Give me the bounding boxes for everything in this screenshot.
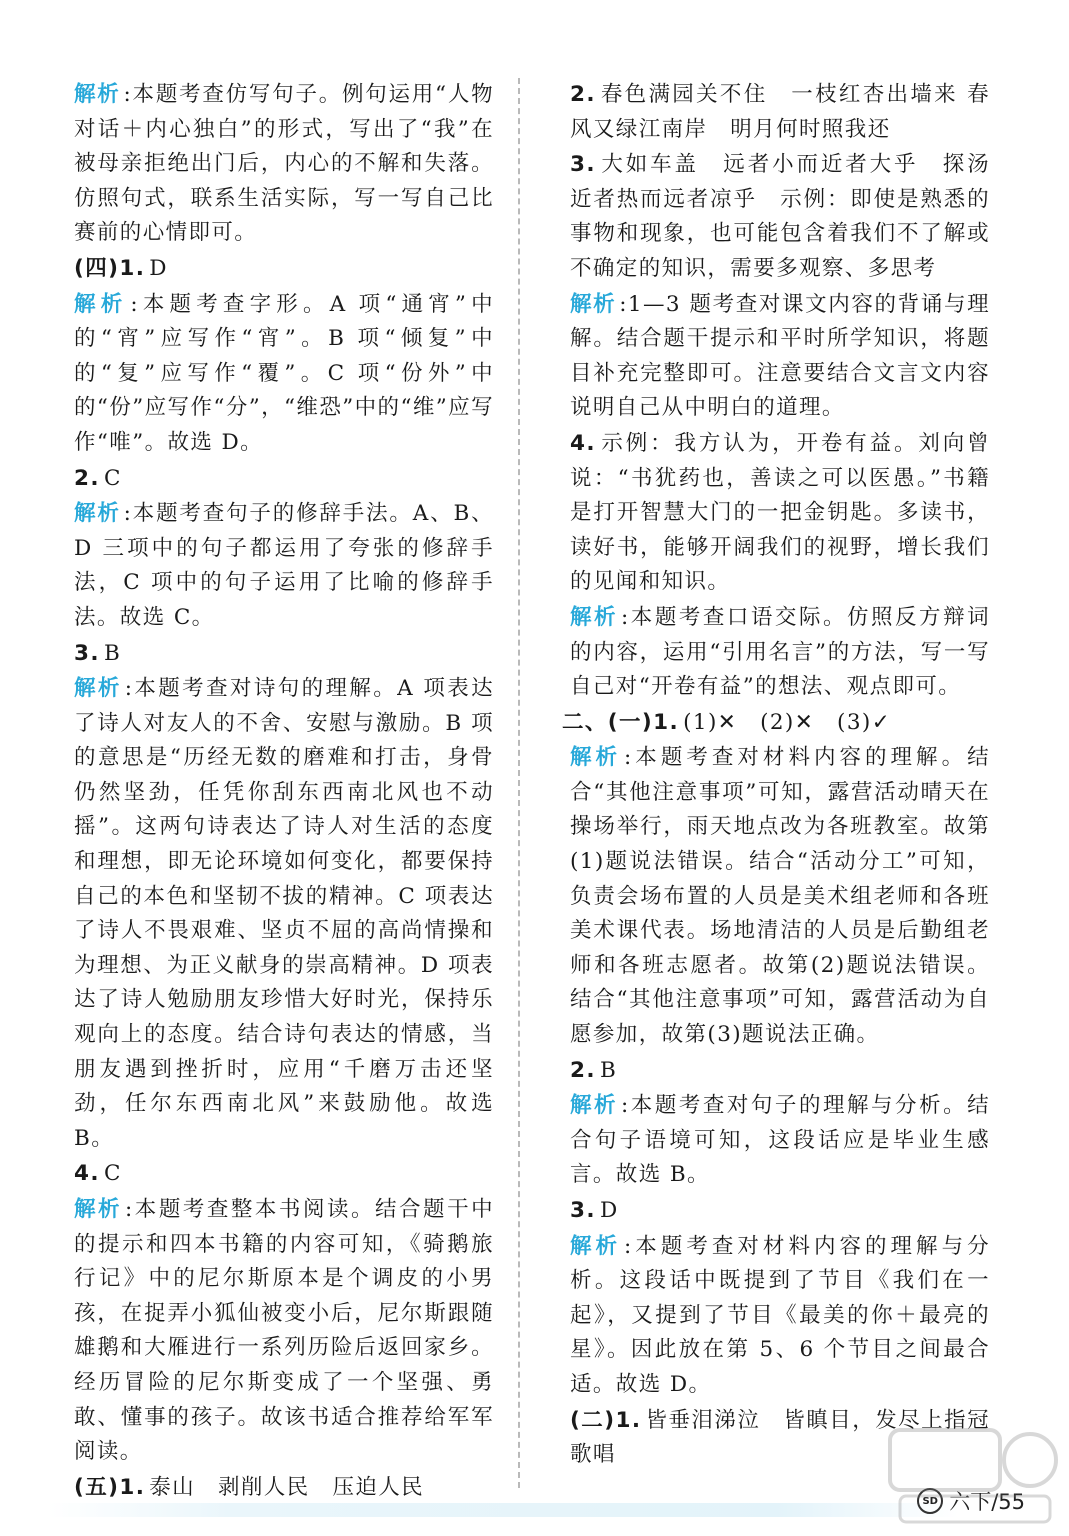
analysis-paragraph [570, 601, 990, 705]
answer-line [570, 148, 990, 286]
question-number: 2. [570, 82, 596, 107]
analysis-label: 解析 [74, 1197, 123, 1222]
paragraph-text: B [103, 640, 122, 666]
answer-line [570, 78, 990, 147]
question-number: (二)1. [570, 1407, 642, 1433]
answer-line [74, 252, 494, 287]
question-number: 3. [570, 152, 596, 178]
left-column [74, 78, 494, 1506]
paragraph-text: 春色满园关不住 一枝红杏出墙来 春风又绿江南岸 明月何时照我还 [570, 82, 990, 142]
watermark-stamp [880, 1410, 1060, 1530]
analysis-label: 解析 [570, 1093, 619, 1119]
analysis-label: 解析 [570, 1233, 622, 1259]
analysis-paragraph [74, 672, 494, 1156]
question-number: 4. [570, 430, 596, 456]
analysis-paragraph [74, 78, 494, 251]
analysis-paragraph [570, 1230, 990, 1403]
analysis-paragraph [570, 741, 990, 1052]
answer-line [562, 706, 990, 741]
answer-line [74, 462, 494, 497]
paragraph-text: 泰山 剥削人民 压迫人民 [149, 1474, 425, 1500]
analysis-paragraph [74, 1193, 494, 1470]
question-number: 2. [74, 465, 100, 491]
analysis-label: 解析 [74, 676, 122, 702]
page-number: 六下/55 [949, 1490, 1025, 1514]
paragraph-text: C [103, 1161, 122, 1187]
paragraph-text: :本题考查整本书阅读。结合题干中的提示和四本书籍的内容可知，《骑鹅旅行记》中的尼尔斯原本是个调皮的小男孩，在捉弄小狐仙被变小后，尼尔斯跟随雄鹅和大雁进行一系列历险后返回家乡。经历冒险的尼尔斯变成了一个坚强、勇敢、懂事的孩子。故该书适合推荐给军军阅读。 [74, 1197, 494, 1465]
analysis-label: 解析 [74, 501, 121, 527]
paragraph-text: 示例：我方认为，开卷有益。刘向曾说：“书犹药也，善读之可以医愚。”书籍是打开智慧大门的一把金钥匙。多读书，读好书，能够开阔我们的视野，增长我们的见闻和知识。 [570, 430, 990, 595]
analysis-label: 解析 [570, 745, 622, 771]
answer-line [570, 1054, 990, 1089]
answer-line [74, 1157, 494, 1192]
paragraph-text: D [599, 1198, 619, 1223]
analysis-label: 解析 [570, 604, 619, 630]
question-number: (四)1. [74, 255, 146, 281]
analysis-paragraph [570, 288, 990, 426]
answer-line [74, 1471, 494, 1506]
answer-line [570, 1194, 990, 1229]
paragraph-text: :本题考查仿写句子。例句运用“人物对话＋内心独白”的形式，写出了“我”在被母亲拒绝出门后，内心的不解和失落。仿照句式，联系生活实际，写一写自己比赛前的心情即可。 [74, 82, 494, 246]
answer-line [74, 637, 494, 672]
question-number: 3. [570, 1198, 596, 1223]
paragraph-text: C [103, 465, 122, 491]
question-number: 3. [74, 640, 100, 666]
column-divider [518, 78, 520, 1488]
bottom-band [48, 1503, 959, 1517]
question-number: 2. [570, 1057, 596, 1083]
paragraph-text: 皆垂泪涕泣 皆瞋目，发尽上指冠 歌唱 [570, 1407, 990, 1468]
analysis-paragraph [570, 1089, 990, 1193]
analysis-label: 解析 [570, 291, 617, 317]
analysis-label: 解析 [74, 82, 121, 107]
paragraph-text: :本题考查句子的修辞手法。A、B、D 三项中的句子都运用了夸张的修辞手法，C 项中的句子运用了比喻的修辞手法。故选 C。 [74, 501, 494, 630]
question-number: 二、(一)1. [562, 709, 680, 735]
analysis-paragraph [74, 288, 494, 461]
paragraph-text: B [599, 1057, 618, 1083]
analysis-label: 解析 [74, 291, 128, 317]
paragraph-text: :本题考查对材料内容的理解与分析。这段话中既提到了节目《我们在一起》，又提到了节目《最美的你＋最亮的星》。因此放在第 5、6 个节目之间最合适。故选 D。 [570, 1233, 990, 1397]
paragraph-text: :本题考查对句子的理解与分析。结合句子语境可知，这段话应是毕业生感言。故选 B。 [570, 1093, 990, 1188]
analysis-paragraph [74, 497, 494, 635]
question-number: 4. [74, 1161, 100, 1187]
paragraph-text: :本题考查字形。A 项“通宵”中的“宵”应写作“宵”。B 项“倾复”中的“复”应写作“覆”。C 项“份外”中的“份”应写作“分”，“维恐”中的“维”应写作“唯”。故选 D。 [74, 291, 494, 455]
paragraph-text: :1—3 题考查对课文内容的背诵与理解。结合题干提示和平时所学知识，将题目补充完整即可。注意要结合文言文内容说明自己从中明白的道理。 [570, 291, 990, 421]
paragraph-text: :本题考查对材料内容的理解。结合“其他注意事项”可知，露营活动晴天在操场举行，雨天地点改为各班教室。故第(1)题说法错误。结合“活动分工”可知，负责会场布置的人员是美术组老师和各班美术课代表。场地清洁的人员是后勤组老师和各班志愿者。故第(2)题说法错误。结合“其他注意事项”可知，露营活动为自愿参加，故第(3)题说法正确。 [570, 745, 990, 1048]
paragraph-text: (1)✕ (2)✕ (3)✓ [683, 709, 892, 735]
publisher-logo-icon: SD [917, 1488, 943, 1514]
question-number: (五)1. [74, 1474, 146, 1500]
right-column [562, 78, 990, 1474]
paragraph-text: :本题考查对诗句的理解。A 项表达了诗人对友人的不舍、安慰与激励。B 项的意思是“历经无数的磨难和打击，身骨仍然坚劲，任凭你刮东西南北风也不动摇”。这两句诗表达了诗人对生活的态度和理想，即无论环境如何变化，都要保持自己的本色和坚韧不拔的精神。C 项表达了诗人不畏艰难、坚贞不屈的高尚情操和为理想、为正义献身的崇高精神。D 项表达了诗人勉励朋友珍惜大好时光，保持乐观向上的态度。结合诗句表达的情感，当朋友遇到挫折时，应用“千磨万击还坚劲，任尔东西南北风”来鼓励他。故选 B。 [74, 676, 494, 1151]
paragraph-text: D [149, 255, 168, 281]
paragraph-text: :本题考查口语交际。仿照反方辩词的内容，运用“引用名言”的方法，写一写自己对“开卷有益”的想法、观点即可。 [570, 604, 990, 700]
paragraph-text: 大如车盖 远者小而近者大乎 探汤 近者热而远者凉乎 示例：即使是熟悉的事物和现象，也可能包含着我们不了解或不确定的知识，需要多观察、多思考 [570, 152, 990, 281]
answer-line [570, 427, 990, 600]
